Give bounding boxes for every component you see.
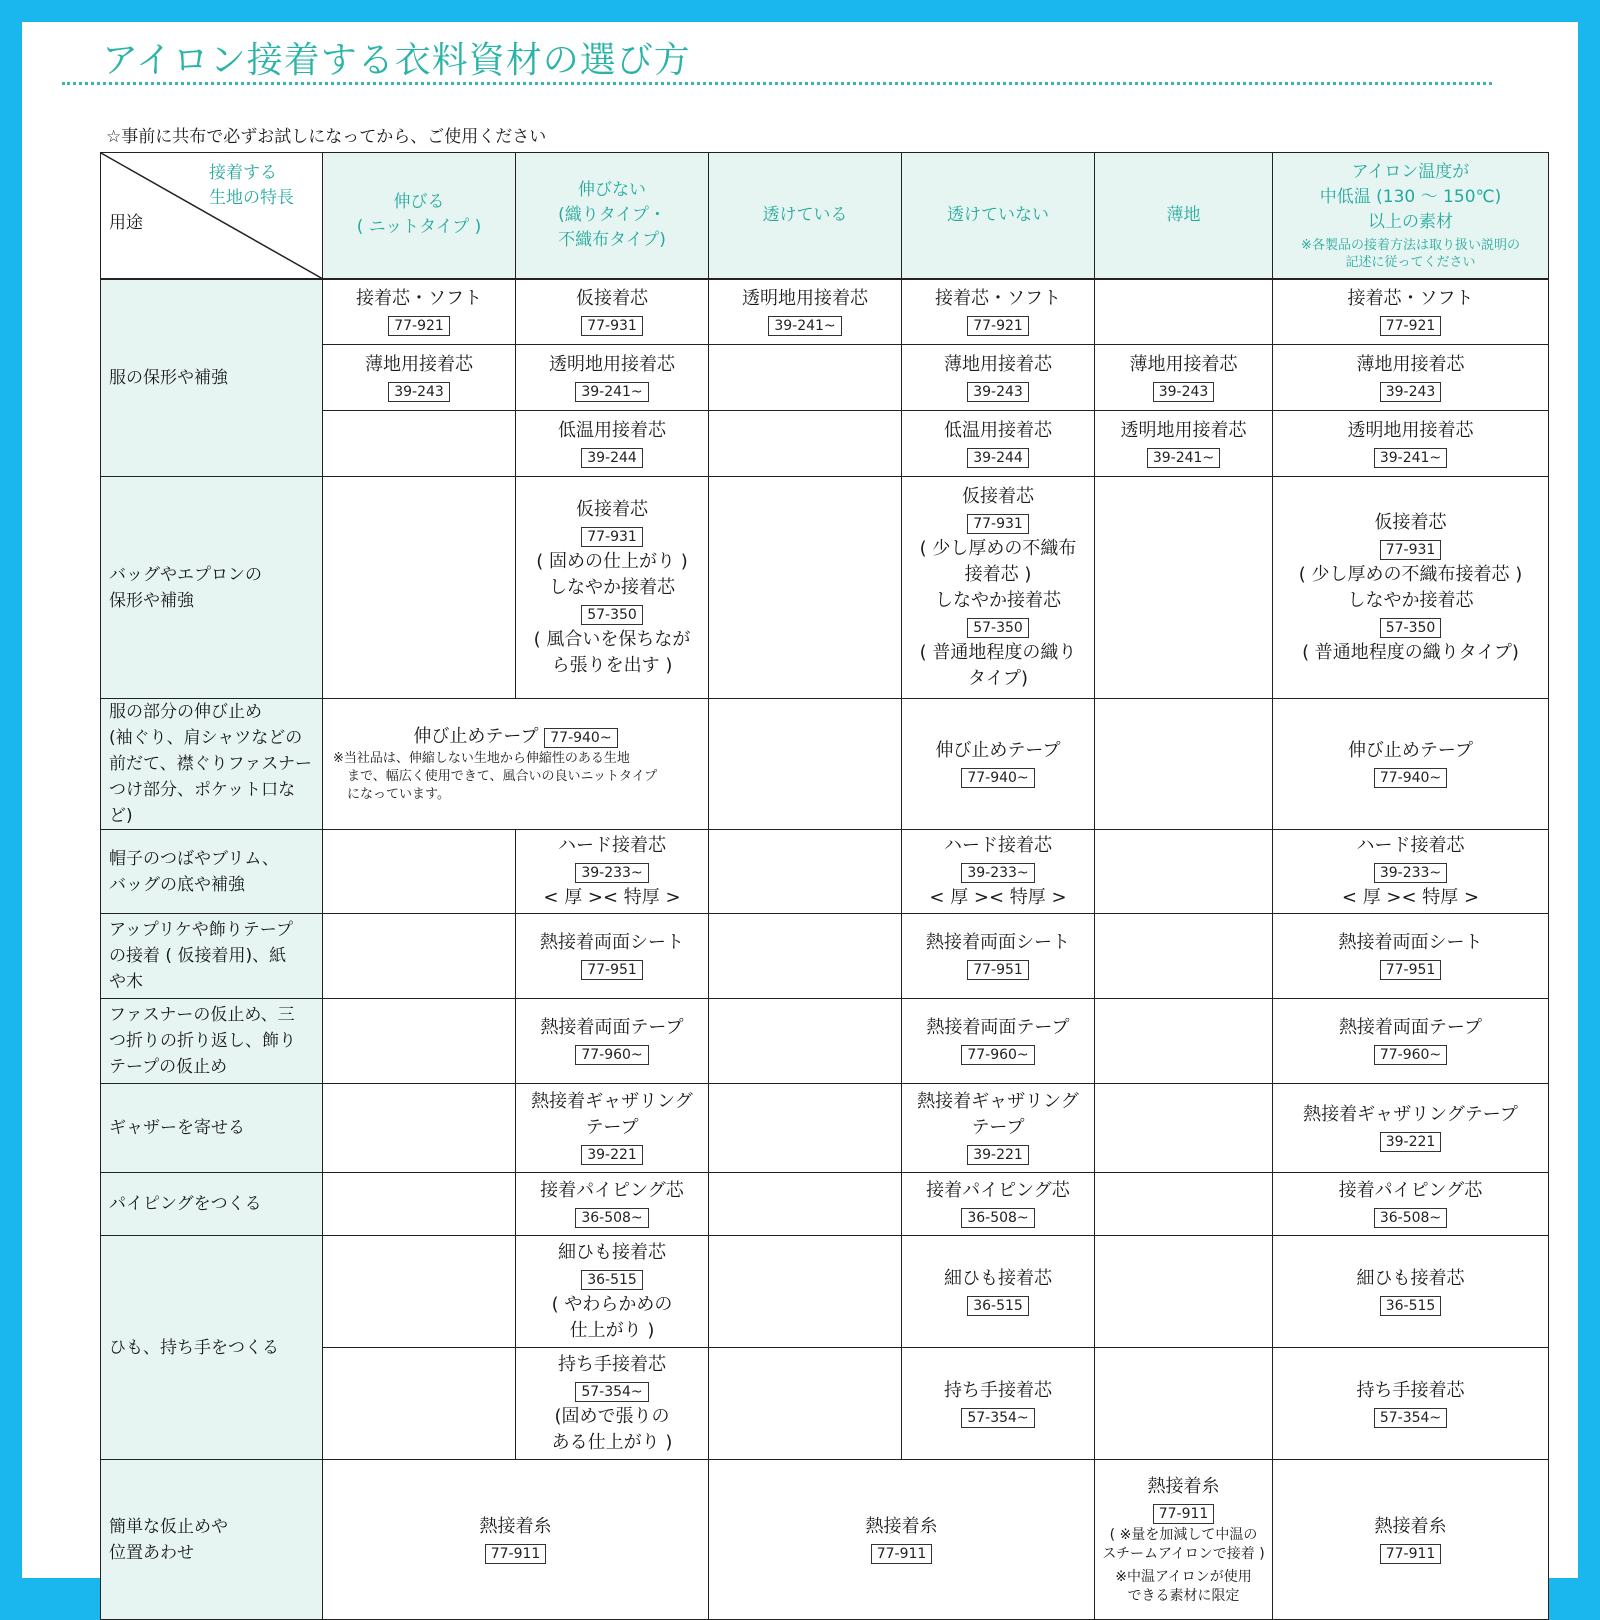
empty-cell — [709, 999, 902, 1084]
table-row — [101, 279, 1549, 345]
product-code: 36-508~ — [1374, 1208, 1447, 1228]
product-code: 36-515 — [1380, 1296, 1442, 1316]
product-code: 39-241~ — [1374, 448, 1447, 468]
product-cell: 透明地用接着芯 39-241~ — [1095, 411, 1273, 477]
product-cell: 仮接着芯 77-931 — [516, 279, 709, 345]
empty-cell — [709, 1236, 902, 1348]
product-code: 77-960~ — [961, 1045, 1034, 1065]
empty-cell — [323, 1173, 516, 1236]
product-code: 36-508~ — [575, 1208, 648, 1228]
product-code: 77-940~ — [1374, 768, 1447, 788]
empty-cell — [323, 411, 516, 477]
empty-cell — [709, 345, 902, 411]
table-row — [101, 914, 1549, 999]
product-cell: 熱接着糸 77-911 — [1273, 1460, 1549, 1620]
product-code: 39-241~ — [1147, 448, 1220, 468]
product-code: 77-911 — [871, 1544, 933, 1564]
product-code: 77-951 — [581, 960, 643, 980]
product-cell: 熱接着両面シート 77-951 — [516, 914, 709, 999]
product-cell: 接着パイピング芯 36-508~ — [516, 1173, 709, 1236]
product-code: 77-940~ — [544, 728, 617, 748]
product-cell: 熱接着両面シート 77-951 — [902, 914, 1095, 999]
product-code: 39-243 — [1380, 382, 1442, 402]
product-code: 57-350 — [1380, 618, 1442, 638]
product-code: 57-354~ — [1374, 1408, 1447, 1428]
product-code: 39-243 — [388, 382, 450, 402]
product-cell: 熱接着両面テープ 77-960~ — [1273, 999, 1549, 1084]
header-sheer: 透けている — [709, 153, 902, 279]
product-cell: 熱接着糸 77-911 — [323, 1460, 709, 1620]
header-thin: 薄地 — [1095, 153, 1273, 279]
table-row — [101, 1084, 1549, 1173]
table-row — [101, 477, 1549, 699]
product-code: 77-921 — [1380, 316, 1442, 336]
product-cell: 薄地用接着芯 39-243 — [902, 345, 1095, 411]
product-cell: 熱接着ギャザリングテープ 39-221 — [1273, 1084, 1549, 1173]
product-cell: ハード接着芯 39-233~ < 厚 >< 特厚 > — [902, 830, 1095, 914]
product-cell: 熱接着ギャザリング テープ 39-221 — [516, 1084, 709, 1173]
document-sheet — [22, 22, 1578, 1604]
product-code: 39-241~ — [575, 382, 648, 402]
product-cell: 熱接着両面シート 77-951 — [1273, 914, 1549, 999]
empty-cell — [323, 830, 516, 914]
header-stretch: 伸びる ( ニットタイプ ) — [323, 153, 516, 279]
product-code: 77-921 — [388, 316, 450, 336]
use-cell: 服の部分の伸び止め (袖ぐり、肩シャツなどの 前だて、襟ぐりファスナー つけ部分、ポケット口など) — [101, 699, 323, 830]
empty-cell — [1095, 1236, 1273, 1348]
empty-cell — [709, 1084, 902, 1173]
product-cell: 伸び止めテープ 77-940~ — [902, 699, 1095, 830]
product-code: 39-233~ — [961, 863, 1034, 883]
product-cell: 接着パイピング芯 36-508~ — [902, 1173, 1095, 1236]
empty-cell — [323, 1236, 516, 1348]
empty-cell — [1095, 1173, 1273, 1236]
product-code: 39-244 — [967, 448, 1029, 468]
empty-cell — [323, 914, 516, 999]
product-code: 77-911 — [1153, 1504, 1215, 1524]
product-cell: 伸び止めテープ 77-940~ — [1273, 699, 1549, 830]
table-header-row — [101, 153, 1549, 279]
empty-cell — [709, 699, 902, 830]
product-cell: 仮接着芯 77-931 ( 固めの仕上がり ) しなやか接着芯 57-350 ( 風合いを保ちなが ら張りを出す ) — [516, 477, 709, 699]
product-cell: 細ひも接着芯 36-515 — [902, 1236, 1095, 1348]
header-fabric-feature-label: 接着する 生地の特長 — [209, 163, 294, 208]
product-code: 39-221 — [581, 1145, 643, 1165]
product-code: 77-960~ — [575, 1045, 648, 1065]
product-code: 77-951 — [967, 960, 1029, 980]
product-cell: 透明地用接着芯 39-241~ — [516, 345, 709, 411]
product-cell: 持ち手接着芯 57-354~ (固めで張りの ある仕上がり ) — [516, 1348, 709, 1460]
product-code: 77-940~ — [961, 768, 1034, 788]
product-cell: 透明地用接着芯 39-241~ — [709, 279, 902, 345]
empty-cell — [709, 914, 902, 999]
empty-cell — [1095, 699, 1273, 830]
product-code: 39-244 — [581, 448, 643, 468]
product-code: 57-350 — [967, 618, 1029, 638]
table-row — [101, 830, 1549, 914]
product-cell: 熱接着糸 77-911 ( ※量を加減して中温の スチームアイロンで接着 ) ※中温アイロンが使用 できる素材に限定 — [1095, 1460, 1273, 1620]
table-row — [101, 1460, 1549, 1620]
product-cell: 熱接着糸 77-911 — [709, 1460, 1095, 1620]
use-cell: パイピングをつくる — [101, 1173, 323, 1236]
empty-cell — [709, 830, 902, 914]
product-cell: 接着芯・ソフト 77-921 — [902, 279, 1095, 345]
empty-cell — [323, 477, 516, 699]
use-cell: 服の保形や補強 — [101, 279, 323, 477]
product-code: 39-241~ — [768, 316, 841, 336]
header-use-label: 用途 — [109, 213, 143, 233]
product-code: 57-354~ — [575, 1382, 648, 1402]
header-iron-temp: アイロン温度が 中低温 (130 ～ 150℃) 以上の素材 ※各製品の接着方法は取り扱い説明の 記述に従ってください — [1273, 153, 1549, 279]
title-divider — [62, 82, 1492, 85]
empty-cell — [709, 1348, 902, 1460]
product-cell: 薄地用接着芯 39-243 — [1095, 345, 1273, 411]
product-code: 77-931 — [1380, 540, 1442, 560]
product-cell: 細ひも接着芯 36-515 ( やわらかめの 仕上がり ) — [516, 1236, 709, 1348]
product-cell: 接着パイピング芯 36-508~ — [1273, 1173, 1549, 1236]
product-code: 39-221 — [1380, 1132, 1442, 1152]
use-cell: バッグやエプロンの 保形や補強 — [101, 477, 323, 699]
product-cell: 接着芯・ソフト 77-921 — [323, 279, 516, 345]
empty-cell — [1095, 830, 1273, 914]
use-cell: ギャザーを寄せる — [101, 1084, 323, 1173]
product-note: ※当社品は、伸縮しない生地から伸縮性のある生地 — [333, 751, 630, 766]
product-cell: 持ち手接着芯 57-354~ — [1273, 1348, 1549, 1460]
header-corner-cell — [101, 153, 323, 279]
product-code: 36-508~ — [961, 1208, 1034, 1228]
use-cell: ファスナーの仮止め、三 つ折りの折り返し、飾り テープの仮止め — [101, 999, 323, 1084]
header-opaque: 透けていない — [902, 153, 1095, 279]
product-cell: 伸び止めテープ 77-940~ ※当社品は、伸縮しない生地から伸縮性のある生地 まで、幅広く使用できて、風合いの良いニットタイプ になっています。 — [323, 699, 709, 830]
empty-cell — [323, 999, 516, 1084]
product-cell: 接着芯・ソフト 77-921 — [1273, 279, 1549, 345]
product-cell: 熱接着両面テープ 77-960~ — [516, 999, 709, 1084]
table-row — [101, 1236, 1549, 1348]
product-cell: ハード接着芯 39-233~ < 厚 >< 特厚 > — [1273, 830, 1549, 914]
product-code: 77-931 — [967, 514, 1029, 534]
table-row — [101, 1173, 1549, 1236]
product-cell: 熱接着ギャザリング テープ 39-221 — [902, 1084, 1095, 1173]
empty-cell — [1095, 914, 1273, 999]
product-code: 39-233~ — [575, 863, 648, 883]
empty-cell — [1095, 999, 1273, 1084]
use-cell: アップリケや飾りテープ の接着 ( 仮接着用)、紙 や木 — [101, 914, 323, 999]
empty-cell — [1095, 1084, 1273, 1173]
product-code: 77-951 — [1380, 960, 1442, 980]
product-cell: 低温用接着芯 39-244 — [516, 411, 709, 477]
product-cell: 薄地用接着芯 39-243 — [1273, 345, 1549, 411]
page-title: アイロン接着する衣料資材の選び方 — [102, 40, 691, 81]
product-code: 39-243 — [967, 382, 1029, 402]
product-cell: 持ち手接着芯 57-354~ — [902, 1348, 1095, 1460]
product-cell: 仮接着芯 77-931 ( 少し厚めの不織布 接着芯 ) しなやか接着芯 57-350 ( 普通地程度の織り タイプ) — [902, 477, 1095, 699]
product-code: 77-911 — [485, 1544, 547, 1564]
use-cell: ひも、持ち手をつくる — [101, 1236, 323, 1460]
table-row — [101, 699, 1549, 830]
product-code: 39-221 — [967, 1145, 1029, 1165]
empty-cell — [709, 411, 902, 477]
product-cell: ハード接着芯 39-233~ < 厚 >< 特厚 > — [516, 830, 709, 914]
header-non-stretch: 伸びない (織りタイプ・ 不織布タイプ) — [516, 153, 709, 279]
product-cell: 細ひも接着芯 36-515 — [1273, 1236, 1549, 1348]
product-cell: 透明地用接着芯 39-241~ — [1273, 411, 1549, 477]
usage-note: ☆事前に共布で必ずお試しになってから、ご使用ください — [106, 127, 547, 147]
product-code: 77-960~ — [1374, 1045, 1447, 1065]
product-code: 39-243 — [1153, 382, 1215, 402]
empty-cell — [709, 477, 902, 699]
empty-cell — [323, 1348, 516, 1460]
product-cell: 薄地用接着芯 39-243 — [323, 345, 516, 411]
product-cell: 仮接着芯 77-931 ( 少し厚めの不織布接着芯 ) しなやか接着芯 57-350 ( 普通地程度の織りタイプ) — [1273, 477, 1549, 699]
use-cell: 帽子のつばやブリム、 バッグの底や補強 — [101, 830, 323, 914]
product-code: 77-931 — [581, 316, 643, 336]
product-code: 36-515 — [967, 1296, 1029, 1316]
empty-cell — [1095, 279, 1273, 345]
product-code: 57-350 — [581, 605, 643, 625]
empty-cell — [1095, 477, 1273, 699]
product-cell: 熱接着両面テープ 77-960~ — [902, 999, 1095, 1084]
product-code: 77-931 — [581, 527, 643, 547]
material-selection-table — [100, 152, 1549, 1620]
use-cell: 簡単な仮止めや 位置あわせ — [101, 1460, 323, 1620]
empty-cell — [709, 1173, 902, 1236]
product-cell: 低温用接着芯 39-244 — [902, 411, 1095, 477]
table-row — [101, 999, 1549, 1084]
empty-cell — [323, 1084, 516, 1173]
product-code: 57-354~ — [961, 1408, 1034, 1428]
product-code: 77-921 — [967, 316, 1029, 336]
product-code: 77-911 — [1380, 1544, 1442, 1564]
product-code: 39-233~ — [1374, 863, 1447, 883]
product-code: 36-515 — [581, 1270, 643, 1290]
empty-cell — [1095, 1348, 1273, 1460]
